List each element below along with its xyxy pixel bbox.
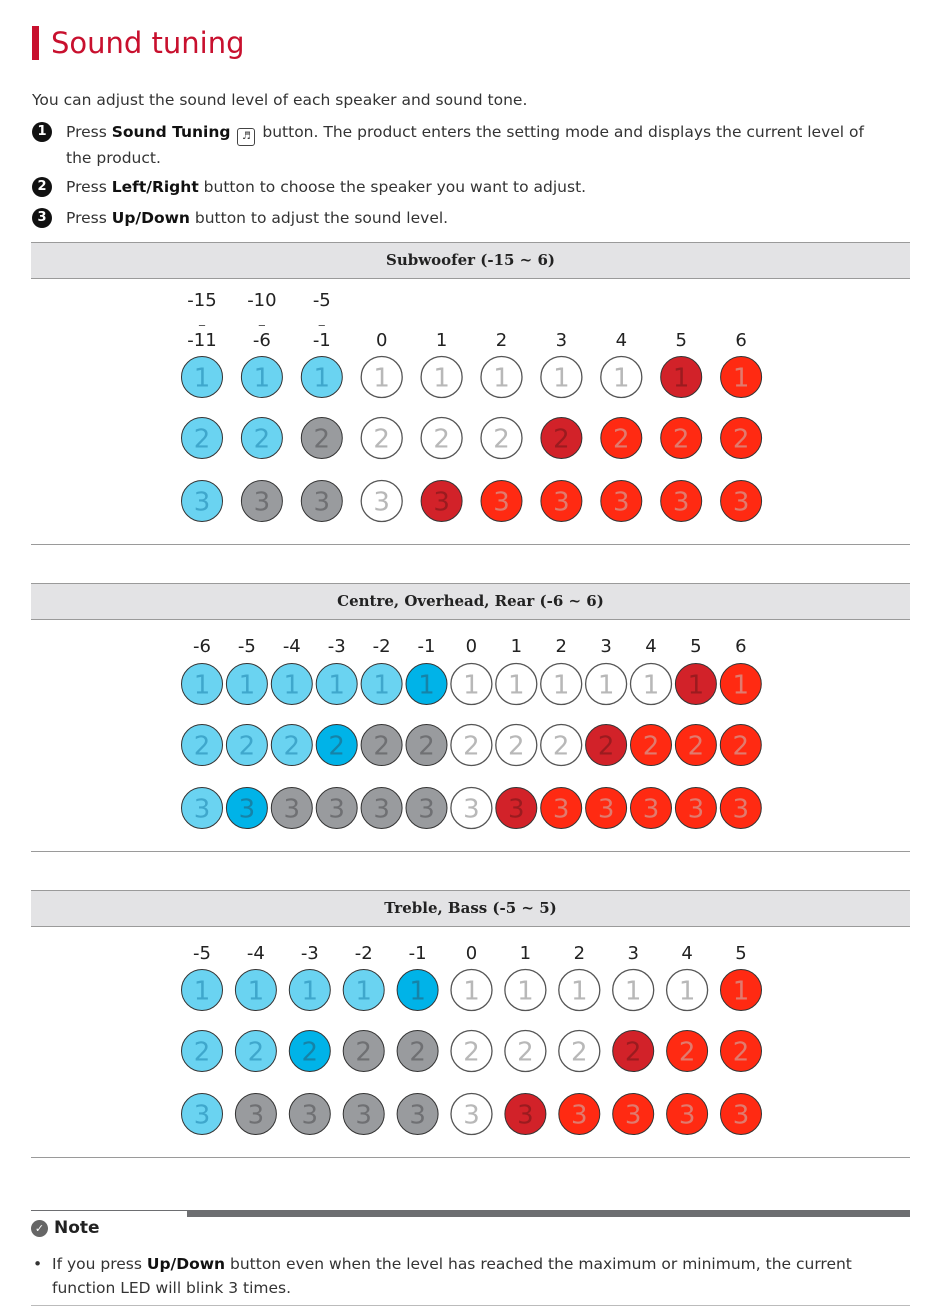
led-number: 2 (571, 1037, 588, 1068)
led-number: 2 (247, 1037, 265, 1068)
level-label: -3 (327, 636, 346, 657)
led-number: 1 (517, 976, 534, 1007)
led-number: 3 (493, 487, 510, 518)
led-number: 2 (732, 1037, 750, 1068)
note-title: Note (54, 1218, 100, 1238)
level-label: 6 (735, 330, 747, 351)
led-number: 1 (373, 670, 390, 701)
led-number: 1 (418, 670, 435, 701)
led-number: 3 (597, 794, 615, 825)
led-number: 2 (409, 1037, 426, 1068)
led-number: 2 (493, 424, 510, 455)
led-number: 1 (493, 363, 510, 394)
led-number: 1 (732, 363, 750, 394)
level-label: 0 (465, 943, 478, 964)
led-number: 1 (597, 670, 615, 701)
led-number: 2 (193, 424, 211, 455)
led-number: 1 (328, 670, 345, 701)
level-label: -5 (193, 943, 211, 964)
led-number: 2 (433, 424, 450, 455)
level-label: -6 (193, 636, 211, 657)
level-label: -1 (408, 943, 427, 964)
range-top-label: -15 (187, 290, 217, 311)
led-number: 3 (553, 487, 570, 518)
led-number: 1 (687, 670, 705, 701)
page-title: Sound tuning (51, 26, 245, 60)
led-number: 1 (508, 670, 525, 701)
led-number: 1 (463, 976, 480, 1007)
sound-tuning-icon: ♬ (237, 128, 255, 146)
led-number: 2 (373, 424, 390, 455)
led-number: 1 (732, 670, 750, 701)
level-label: -11 (187, 330, 217, 351)
led-number: 3 (238, 794, 256, 825)
led-number: 3 (355, 1100, 372, 1131)
led-number: 2 (418, 731, 435, 762)
section-header-subwoofer: Subwoofer (-15 ~ 6) (31, 242, 910, 279)
led-number: 2 (597, 731, 615, 762)
led-number: 3 (687, 794, 705, 825)
intro-text: You can adjust the sound level of each speaker and sound tone. (32, 91, 528, 109)
led-number: 2 (355, 1037, 372, 1068)
led-number: 3 (508, 794, 525, 825)
level-label: -3 (300, 943, 319, 964)
led-number: 3 (193, 1100, 211, 1131)
led-number: 3 (247, 1100, 265, 1131)
led-number: 1 (193, 976, 211, 1007)
range-top-label: -10 (247, 290, 277, 311)
note-end-rule (31, 1305, 910, 1306)
led-number: 3 (613, 487, 630, 518)
bullet: • (33, 1255, 43, 1273)
led-number: 2 (687, 731, 705, 762)
led-number: 1 (624, 976, 642, 1007)
led-number: 1 (313, 363, 331, 394)
level-label: -6 (252, 330, 271, 351)
level-label: 3 (600, 636, 612, 657)
led-number: 1 (409, 976, 426, 1007)
led-number: 3 (571, 1100, 588, 1131)
level-label: 1 (510, 636, 523, 657)
led-number: 2 (253, 424, 271, 455)
level-label: 4 (645, 636, 657, 657)
note-rule-thin (31, 1210, 187, 1211)
led-number: 1 (193, 363, 211, 394)
led-number: 3 (193, 794, 211, 825)
led-number: 1 (463, 670, 480, 701)
led-number: 2 (553, 424, 570, 455)
level-label: 5 (690, 636, 702, 657)
led-number: 2 (313, 424, 331, 455)
led-number: 2 (517, 1037, 534, 1068)
led-number: 3 (642, 794, 660, 825)
step-text: Press Sound Tuning ♬ button. The product enters the setting mode and displays the current level of the product. (66, 123, 864, 167)
level-label: 3 (627, 943, 639, 964)
section-header-treble-bass: Treble, Bass (-5 ~ 5) (31, 890, 910, 927)
led-number: 3 (373, 794, 390, 825)
level-label: 0 (375, 330, 388, 351)
led-number: 2 (613, 424, 630, 455)
led-number: 3 (732, 487, 750, 518)
led-number: 2 (678, 1037, 696, 1068)
led-number: 2 (193, 1037, 211, 1068)
led-number: 2 (328, 731, 345, 762)
led-number: 2 (624, 1037, 642, 1068)
led-number: 2 (463, 1037, 480, 1068)
section-header-centre-overhead-rear: Centre, Overhead, Rear (-6 ~ 6) (31, 583, 910, 620)
led-number: 2 (552, 731, 570, 762)
level-label: -4 (246, 943, 265, 964)
led-number: 1 (193, 670, 211, 701)
led-number: 1 (238, 670, 256, 701)
level-label: 2 (555, 636, 567, 657)
level-label: 2 (495, 330, 508, 351)
level-label: -1 (312, 330, 331, 351)
range-dash: _ (199, 312, 205, 326)
led-number: 1 (373, 363, 390, 394)
led-number: 3 (253, 487, 271, 518)
led-number: 3 (672, 487, 690, 518)
led-number: 1 (732, 976, 750, 1007)
led-number: 1 (672, 363, 690, 394)
led-number: 1 (642, 670, 660, 701)
level-label: 5 (735, 943, 747, 964)
step-number: 2 (32, 177, 52, 197)
level-label: 0 (465, 636, 478, 657)
level-label: 3 (555, 330, 568, 351)
led-number: 1 (301, 976, 319, 1007)
led-number: 1 (355, 976, 372, 1007)
level-label: 5 (675, 330, 687, 351)
led-number: 2 (732, 731, 750, 762)
level-label: -2 (372, 636, 391, 657)
level-label: -4 (282, 636, 301, 657)
led-number: 3 (678, 1100, 696, 1131)
led-number: 2 (732, 424, 750, 455)
led-number: 3 (433, 487, 450, 518)
led-number: 1 (571, 976, 588, 1007)
level-label: 6 (735, 636, 747, 657)
note-text: If you press Up/Down button even when the level has reached the maximum or minimum, the current function LED will blink 3 times. (52, 1255, 852, 1297)
led-number: 1 (678, 976, 696, 1007)
led-number: 1 (553, 363, 570, 394)
led-number: 2 (238, 731, 256, 762)
level-label: 4 (681, 943, 693, 964)
led-number: 1 (283, 670, 301, 701)
led-number: 1 (247, 976, 265, 1007)
note-heading (31, 1218, 100, 1238)
level-label: 1 (519, 943, 532, 964)
led-number: 3 (732, 1100, 750, 1131)
led-number: 3 (624, 1100, 642, 1131)
level-label: 1 (435, 330, 448, 351)
led-number: 3 (283, 794, 301, 825)
led-number: 3 (193, 487, 211, 518)
range-dash: _ (318, 312, 325, 326)
led-number: 3 (463, 1100, 480, 1131)
led-number: 1 (552, 670, 570, 701)
led-number: 1 (613, 363, 630, 394)
led-number: 3 (463, 794, 480, 825)
led-number: 2 (463, 731, 480, 762)
step-number: 3 (32, 208, 52, 228)
level-label: 2 (573, 943, 586, 964)
led-number: 3 (301, 1100, 319, 1131)
level-label: -5 (237, 636, 256, 657)
led-number: 3 (418, 794, 435, 825)
led-number: 3 (328, 794, 345, 825)
led-number: 3 (373, 487, 390, 518)
step-number: 1 (32, 122, 52, 142)
led-number: 1 (433, 363, 450, 394)
led-number: 3 (517, 1100, 534, 1131)
led-number: 3 (552, 794, 570, 825)
step-text: Press Up/Down button to adjust the sound level. (66, 209, 449, 227)
led-number: 2 (672, 424, 690, 455)
led-number: 2 (283, 731, 301, 762)
note-rule (187, 1210, 910, 1217)
led-number: 3 (409, 1100, 426, 1131)
level-label: 4 (615, 330, 628, 351)
level-label: -1 (417, 636, 436, 657)
range-top-label: -5 (312, 290, 331, 311)
level-label: -2 (354, 943, 373, 964)
led-number: 2 (373, 731, 390, 762)
checkmark-icon: ✓ (31, 1220, 48, 1237)
led-number: 2 (642, 731, 660, 762)
led-number: 2 (193, 731, 211, 762)
step-text: Press Left/Right button to choose the speaker you want to adjust. (66, 178, 587, 196)
range-dash: _ (258, 312, 265, 326)
led-number: 1 (253, 363, 271, 394)
led-number: 2 (508, 731, 525, 762)
note-item (33, 1252, 913, 1300)
led-number: 2 (301, 1037, 319, 1068)
led-number: 3 (313, 487, 331, 518)
led-number: 3 (732, 794, 750, 825)
